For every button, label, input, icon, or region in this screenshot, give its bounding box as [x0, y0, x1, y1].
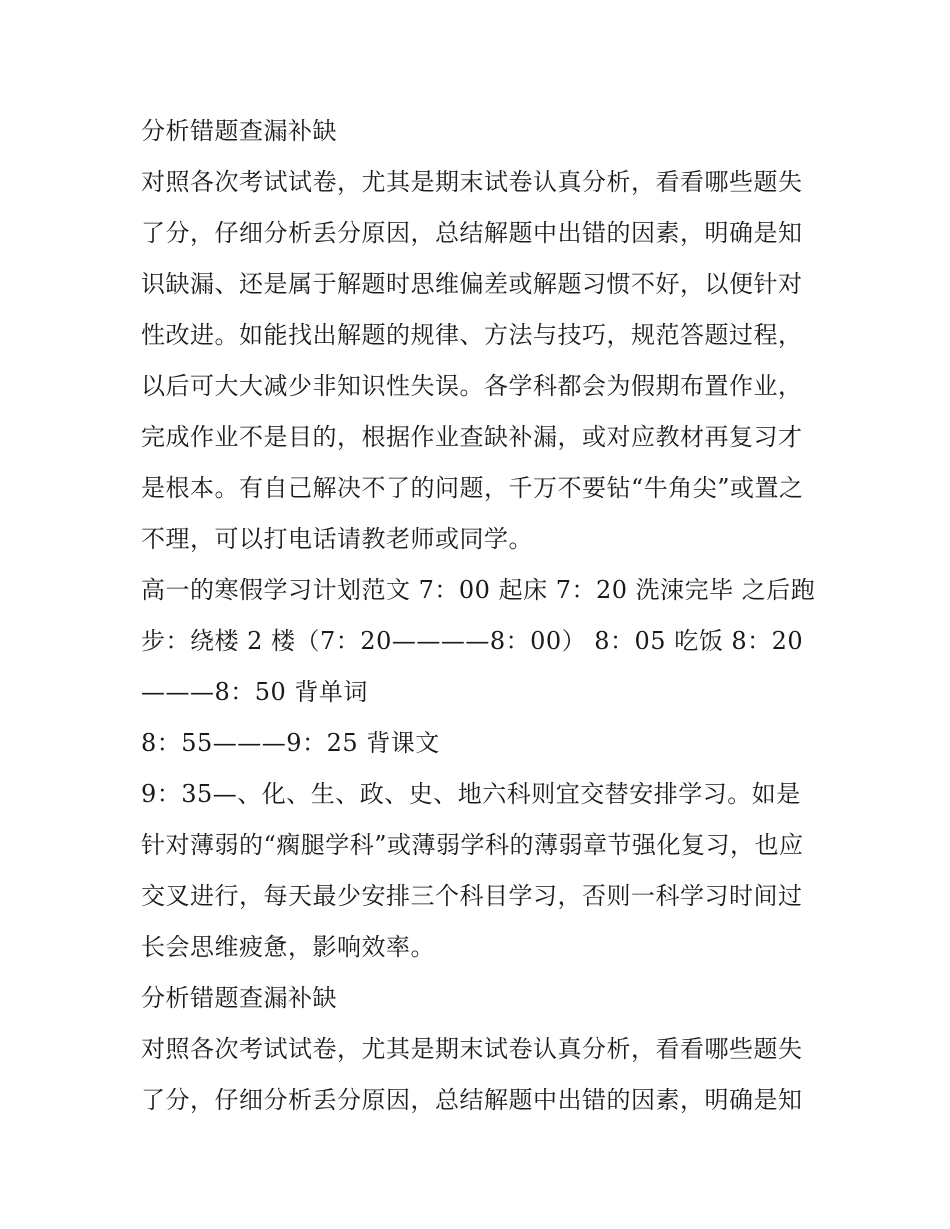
- text-line: 不理，可以打电话请教老师或同学。: [141, 525, 533, 553]
- text-line: 对照各次考试试卷，尤其是期末试卷认真分析，看看哪些题失: [141, 168, 803, 196]
- section-heading: 分析错题查漏补缺: [141, 984, 337, 1012]
- text-line: 8：55———9：25 背课文: [141, 729, 440, 757]
- section-heading: 分析错题查漏补缺: [141, 117, 337, 145]
- text-line: 高一的寒假学习计划范文 7：00 起床 7：20 洗涑完毕 之后跑: [141, 576, 816, 604]
- text-line: 长会思维疲惫，影响效率。: [141, 933, 435, 961]
- text-line: 了分，仔细分析丢分原因，总结解题中出错的因素，明确是知: [141, 1086, 803, 1114]
- text-line: 性改进。如能找出解题的规律、方法与技巧，规范答题过程，: [141, 321, 803, 349]
- text-line: 以后可大大减少非知识性失误。各学科都会为假期布置作业，: [141, 372, 803, 400]
- text-line: 针对薄弱的“瘸腿学科”或薄弱学科的薄弱章节强化复习，也应: [141, 831, 804, 859]
- text-line: 完成作业不是目的，根据作业查缺补漏，或对应教材再复习才: [141, 423, 803, 451]
- text-line: ———8：50 背单词: [141, 678, 368, 706]
- text-line: 步：绕楼 2 楼（7：20————8：00） 8：05 吃饭 8：20: [141, 627, 804, 655]
- text-line: 是根本。有自己解决不了的问题，千万不要钻“牛角尖”或置之: [141, 474, 804, 502]
- text-line: 9：35—、化、生、政、史、地六科则宜交替安排学习。如是: [141, 780, 801, 808]
- text-line: 了分，仔细分析丢分原因，总结解题中出错的因素，明确是知: [141, 219, 803, 247]
- text-line: 对照各次考试试卷，尤其是期末试卷认真分析，看看哪些题失: [141, 1035, 803, 1063]
- text-line: 识缺漏、还是属于解题时思维偏差或解题习惯不好，以便针对: [141, 270, 803, 298]
- text-line: 交叉进行，每天最少安排三个科目学习，否则一科学习时间过: [141, 882, 803, 910]
